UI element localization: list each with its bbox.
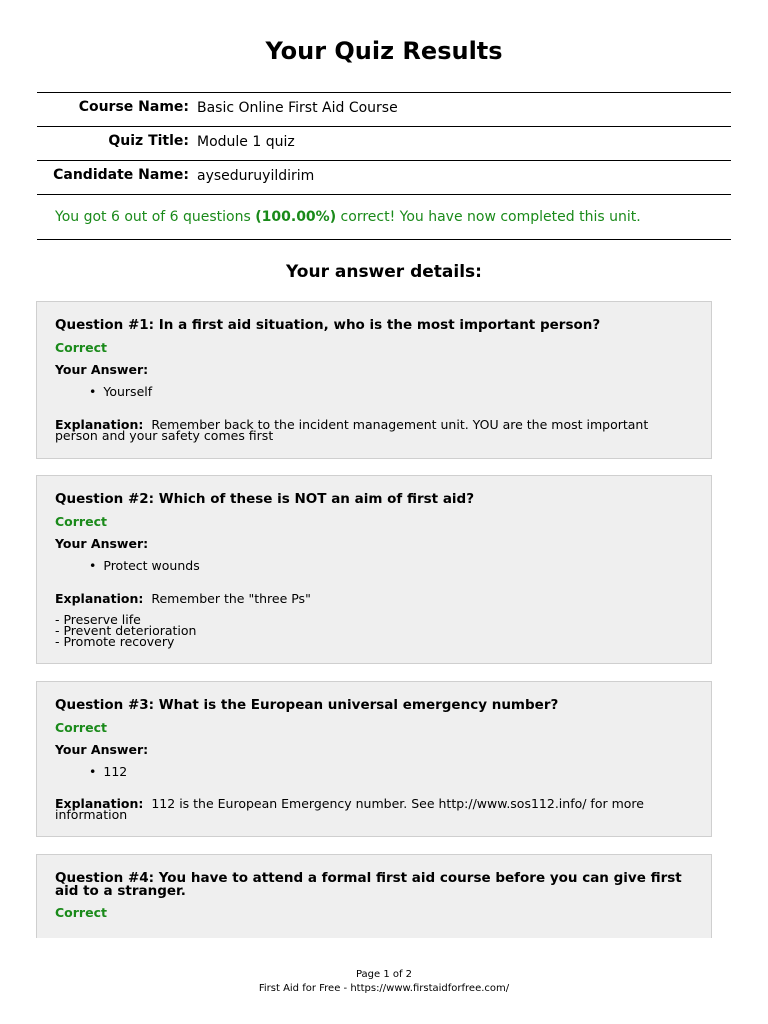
your-answer-label: Your Answer: — [55, 742, 149, 757]
question-status: Correct — [55, 905, 107, 920]
question-card — [36, 854, 712, 938]
your-answer-label: Your Answer: — [55, 536, 149, 551]
question-status: Correct — [55, 720, 107, 735]
quiz-info-table — [37, 92, 731, 240]
explanation-text: Remember back to the incident management unit. YOU are the most important person and your safety comes first — [55, 417, 649, 443]
question-title: Question #2: Which of these is NOT an aim of first aid? — [55, 491, 475, 507]
explanation-line: - Promote recovery — [55, 634, 175, 649]
question-card — [36, 681, 712, 837]
explanation-text: 112 is the European Emergency number. See http://www.sos112.info/ for more information — [55, 796, 644, 822]
answer-details-heading: Your answer details: — [286, 262, 482, 282]
question-card — [36, 475, 712, 664]
answer-item: • Protect wounds — [89, 560, 200, 571]
explanation — [55, 419, 695, 441]
question-card — [36, 301, 712, 459]
result-summary — [55, 209, 641, 225]
summary-text-end: correct! You have now completed this unit. — [336, 209, 641, 225]
explanation — [55, 798, 695, 820]
question-title: Question #1: In a first aid situation, who is the most important person? — [55, 317, 601, 333]
page-number: Page 1 of 2 — [355, 969, 413, 980]
summary-text-start: You got 6 out of 6 questions — [55, 209, 256, 225]
explanation — [55, 593, 695, 604]
question-status: Correct — [55, 340, 107, 355]
course-name-row — [37, 92, 731, 126]
quiz-title-value: Module 1 quiz — [197, 134, 295, 150]
explanation-label: Explanation: — [55, 417, 144, 432]
quiz-title-row — [37, 126, 731, 160]
answer-item: • Yourself — [89, 386, 152, 397]
question-title: Question #3: What is the European universal emergency number? — [55, 697, 559, 713]
course-name-value: Basic Online First Aid Course — [197, 100, 398, 116]
result-summary-row — [37, 194, 731, 240]
quiz-title-label: Quiz Title: — [108, 133, 189, 149]
explanation-label: Explanation: — [55, 796, 144, 811]
explanation-label: Explanation: — [55, 591, 144, 606]
footer-site: First Aid for Free - https://www.firstaidforfree.com/ — [258, 983, 510, 994]
your-answer-label: Your Answer: — [55, 362, 149, 377]
page-title: Your Quiz Results — [265, 37, 503, 65]
candidate-name-row — [37, 160, 731, 194]
course-name-label: Course Name: — [78, 99, 189, 115]
candidate-name-value: ayseduruyildirim — [197, 168, 315, 184]
explanation-text: Remember the "three Ps" — [151, 591, 311, 606]
answer-item: • 112 — [89, 766, 127, 777]
explanation-line: - Preserve life — [55, 612, 141, 627]
summary-percent: (100.00%) — [255, 209, 337, 225]
explanation-line: - Prevent deterioration — [55, 623, 197, 638]
question-status: Correct — [55, 514, 107, 529]
candidate-name-label: Candidate Name: — [53, 167, 189, 183]
question-title: Question #4: You have to attend a formal first aid course before you can give first aid to a stranger. — [55, 870, 682, 899]
